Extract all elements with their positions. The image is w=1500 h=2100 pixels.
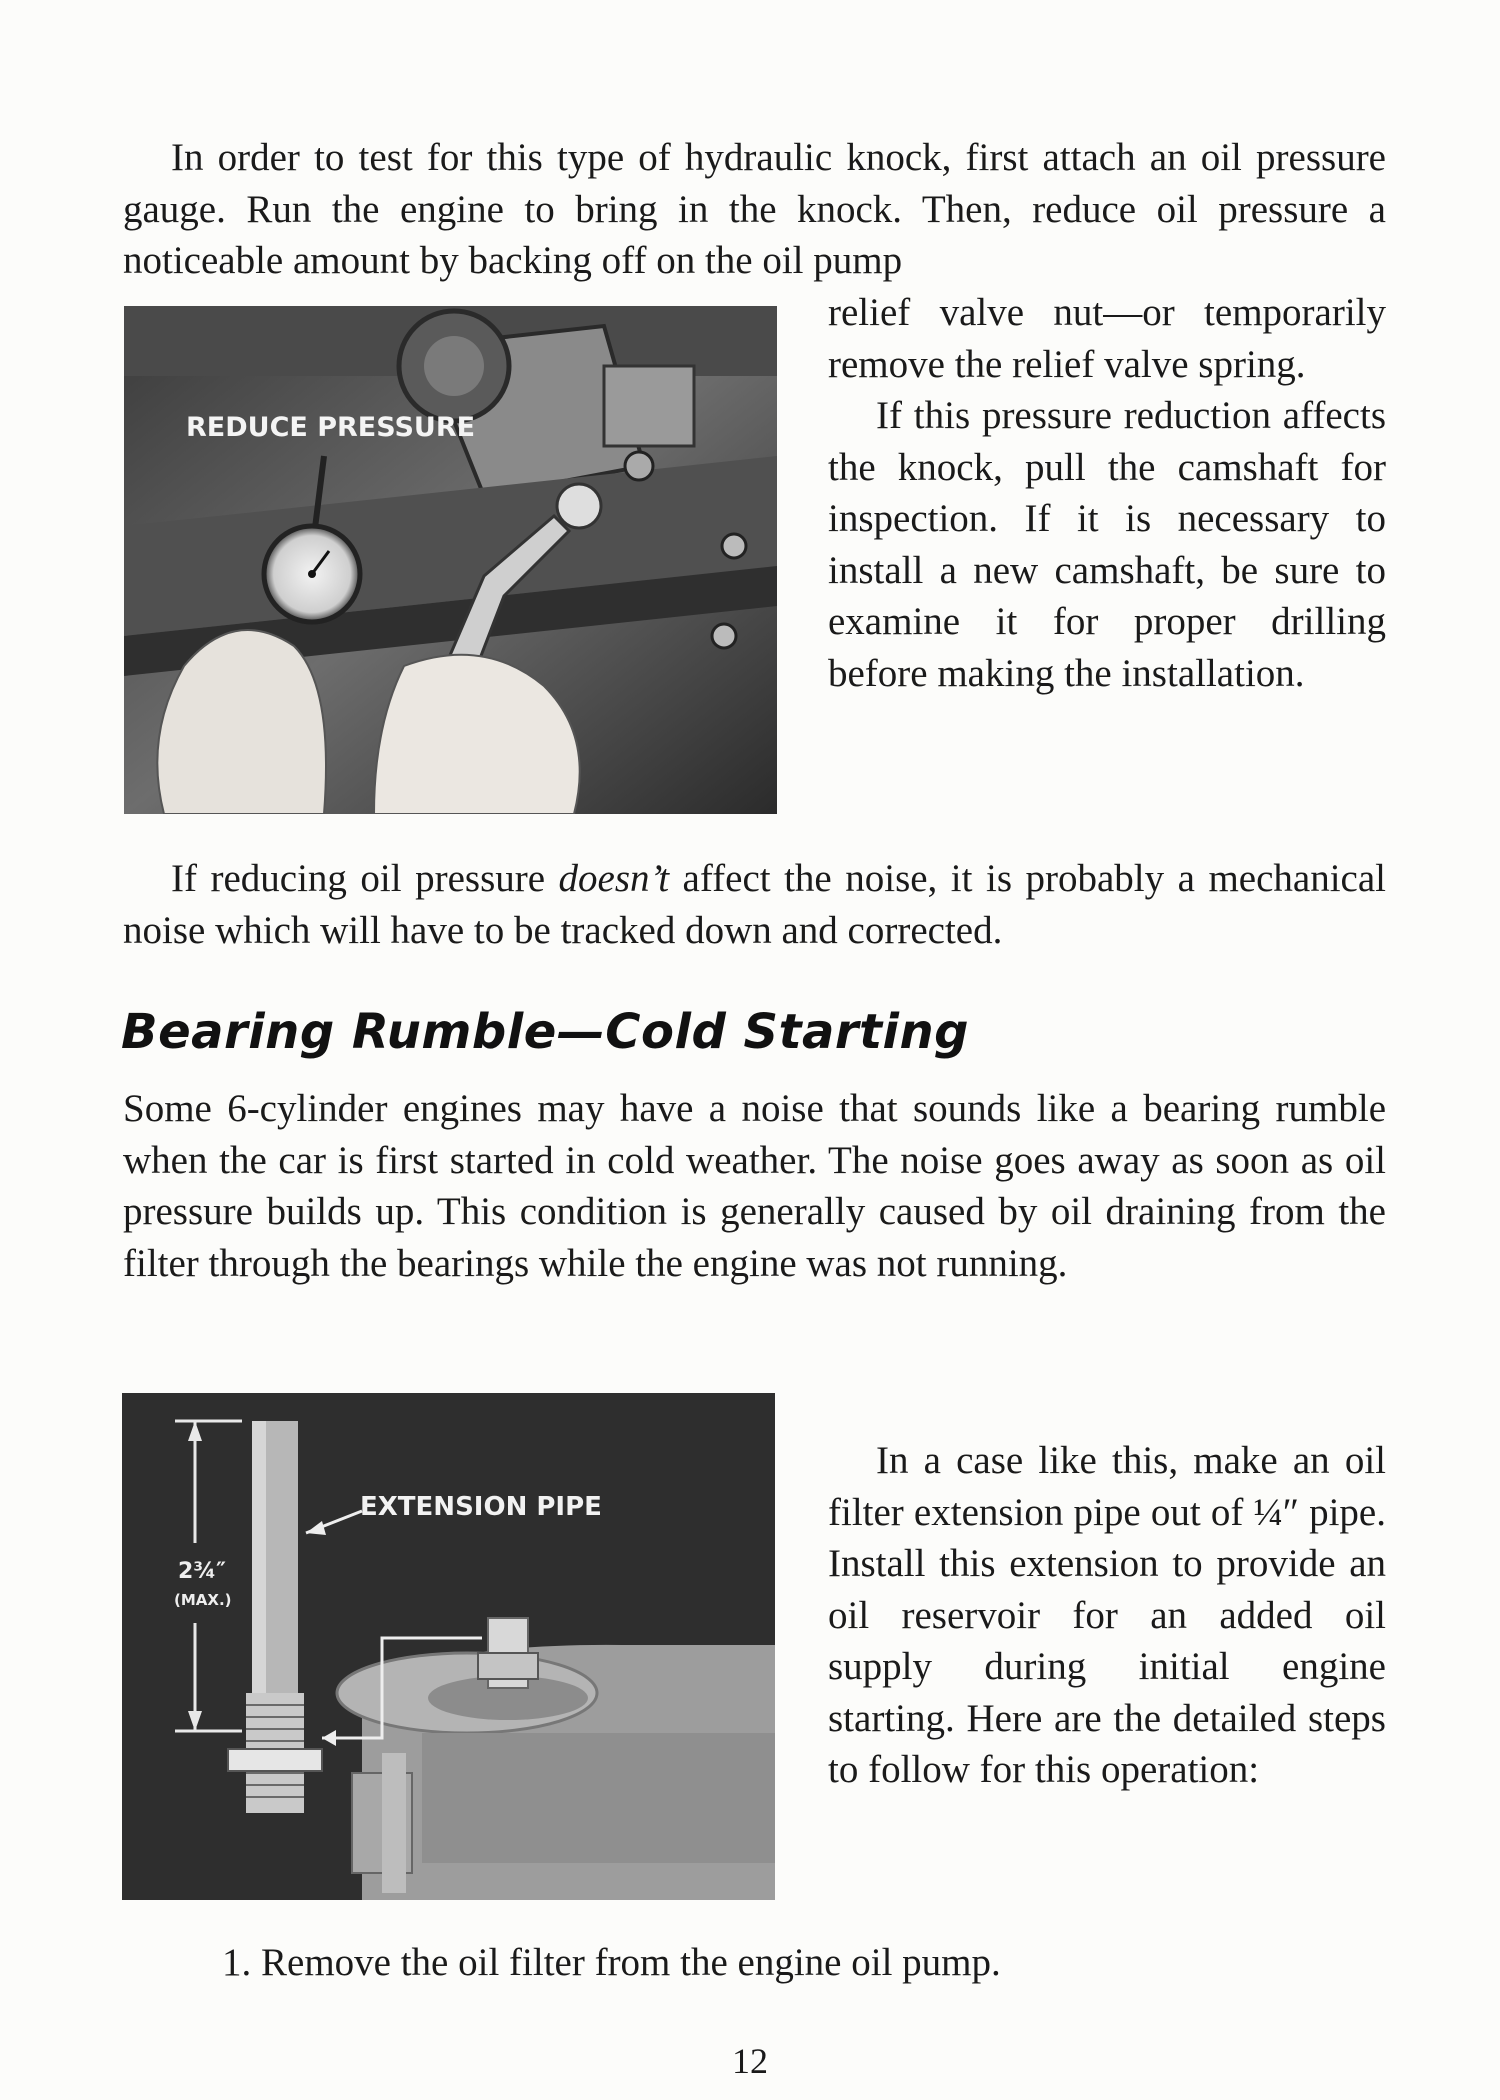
dimension-note: (MAX.) bbox=[174, 1591, 232, 1609]
page-number: 12 bbox=[732, 2041, 768, 2081]
step-number: 1. bbox=[222, 1941, 252, 1984]
emphasis-text: doesn’t bbox=[558, 857, 670, 900]
paragraph-hydraulic-knock-test: In order to test for this type of hydraulic knock, first attach an oil pressure gauge. Run the engine to bring in the knock. Then, reduce oil pressure a noticeable amount by backing off on the oil pump bbox=[123, 136, 1386, 282]
diagram-extension-pipe bbox=[122, 1393, 775, 1900]
paragraph-extension-instructions: In a case like this, make an oil filter extension pipe out of ¼″ pipe. Install this extension to provide an oil reservoir for an added oil supply during initial engine starting. Here are the detailed steps to follow for this operation: bbox=[828, 1439, 1386, 1791]
extension-pipe-label: EXTENSION PIPE bbox=[360, 1492, 602, 1522]
step-text: Remove the oil filter from the engine oil pump. bbox=[261, 1941, 1001, 1984]
reduce-pressure-label: REDUCE PRESSURE bbox=[186, 412, 476, 443]
step-1 bbox=[222, 1937, 1322, 1989]
paragraph-bearing-rumble: Some 6-cylinder engines may have a noise that sounds like a bearing rumble when the car is first started in cold weather. The noise goes away as soon as oil pressure builds up. This condition is generally caused by oil draining from the filter through the bearings while the engine was not running. bbox=[123, 1087, 1386, 1285]
wrapped-text-block-1 bbox=[828, 287, 1386, 699]
paragraph-relief-valve: relief valve nut—or temporarily remove the relief valve spring. bbox=[828, 291, 1386, 386]
text-run: If reducing oil pressure bbox=[171, 857, 559, 900]
dimension-value: 2¾″ bbox=[178, 1559, 226, 1584]
section-heading: Bearing Rumble—Cold Starting bbox=[121, 1004, 970, 1060]
text-run: affect the noise, it is probably a mechanical noise which will have to be tracked down and corrected. bbox=[123, 857, 1386, 952]
photo-reduce-pressure bbox=[124, 306, 777, 814]
paragraph-mechanical-noise bbox=[123, 853, 1386, 956]
paragraph-camshaft-inspection: If this pressure reduction affects the knock, pull the camshaft for inspection. If it is necessary to install a new camshaft, be sure to examine it for proper drilling before making the installation. bbox=[828, 394, 1386, 695]
